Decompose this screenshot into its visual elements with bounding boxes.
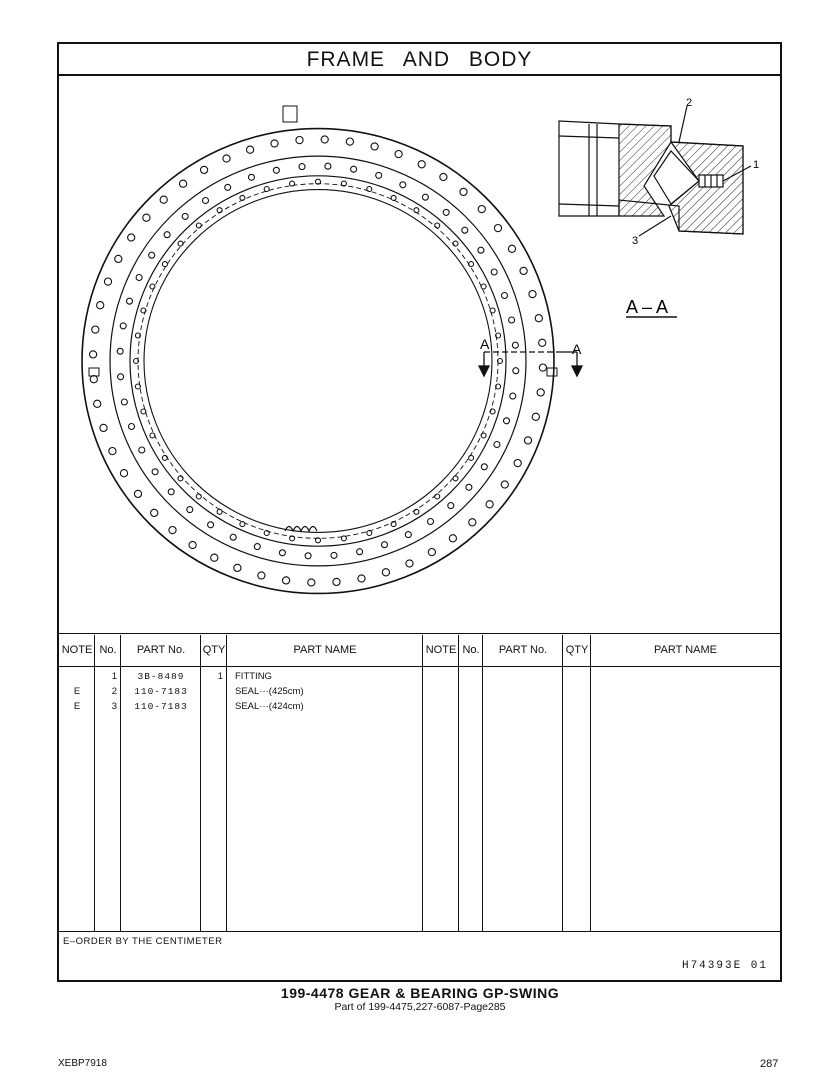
bolt-hole <box>150 284 155 289</box>
bolt-hole <box>391 195 396 200</box>
callout-3: 3 <box>632 235 639 247</box>
bolt-hole <box>230 534 236 540</box>
bolt-hole <box>414 208 419 213</box>
bolt-hole <box>428 519 434 525</box>
bolt-hole <box>524 437 531 444</box>
row-part-no: 110-7183 <box>134 701 188 712</box>
bolt-hole <box>367 187 372 192</box>
bolt-hole <box>331 552 337 558</box>
row-part-name: SEAL···(425cm) <box>235 686 304 697</box>
bolt-hole <box>358 575 365 582</box>
bolt-hole <box>290 181 295 186</box>
bolt-hole <box>539 364 546 371</box>
ring-circle <box>82 129 554 594</box>
bearing-drawing-svg <box>59 76 780 632</box>
ring-circle <box>144 190 492 533</box>
bolt-hole <box>249 174 255 180</box>
bolt-hole <box>97 302 104 309</box>
group-title: 199-4478 GEAR & BEARING GP-SWING <box>280 985 560 1001</box>
bolt-hole <box>129 424 135 430</box>
bolt-hole <box>143 214 150 221</box>
bolt-hole <box>90 376 97 383</box>
bolt-hole <box>271 140 278 147</box>
bolt-hole <box>462 227 468 233</box>
bolt-hole <box>508 245 515 252</box>
bolt-hole <box>118 374 124 380</box>
bolt-hole <box>217 509 222 514</box>
row-no: 3 <box>111 701 117 712</box>
bolt-hole <box>208 522 214 528</box>
row-qty: 1 <box>217 671 223 682</box>
top-marker <box>283 106 297 122</box>
bolt-hole <box>141 409 146 414</box>
bolt-hole <box>178 476 183 481</box>
page-title: FRAME AND BODY <box>59 44 780 76</box>
section-a-a-view <box>559 106 751 236</box>
bolt-hole <box>149 252 155 258</box>
bolt-hole <box>382 569 389 576</box>
bolt-hole <box>135 384 140 389</box>
row-part-name: FITTING <box>235 671 272 682</box>
bolt-hole <box>453 476 458 481</box>
bolt-hole <box>453 241 458 246</box>
bolt-hole <box>513 368 519 374</box>
bolt-hole <box>341 536 346 541</box>
bolt-hole <box>382 542 388 548</box>
page-number: 287 <box>760 1058 779 1070</box>
bolt-hole <box>160 196 167 203</box>
table-row <box>59 669 780 684</box>
section-arrow-label-left: A <box>480 336 490 352</box>
technical-drawing <box>59 76 780 634</box>
bolt-hole <box>435 223 440 228</box>
bolt-hole <box>151 509 158 516</box>
bolt-hole <box>491 269 497 275</box>
bolt-hole <box>296 137 303 144</box>
bolt-hole <box>150 433 155 438</box>
bolt-hole <box>203 198 209 204</box>
bolt-hole <box>535 315 542 322</box>
bolt-hole <box>305 553 311 559</box>
bolt-hole <box>164 232 170 238</box>
row-note: E <box>73 701 81 712</box>
bolt-hole <box>136 275 142 281</box>
bolt-hole <box>448 503 454 509</box>
bolt-hole <box>100 424 107 431</box>
bolt-hole <box>139 447 145 453</box>
row-no: 1 <box>111 671 117 682</box>
bolt-hole <box>121 399 127 405</box>
bolt-hole <box>469 455 474 460</box>
header-qty: QTY <box>202 644 226 656</box>
header-part-name: PART NAME <box>293 644 357 656</box>
bolt-hole <box>422 194 428 200</box>
bolt-hole <box>211 554 218 561</box>
bolt-hole <box>400 182 406 188</box>
bolt-hole <box>520 267 527 274</box>
notch <box>547 368 557 376</box>
reference-code: H74393E 01 <box>681 960 768 972</box>
header-no-right: No. <box>462 644 480 656</box>
header-qty-right: QTY <box>565 644 589 656</box>
bolt-hole <box>512 342 518 348</box>
bolt-hole <box>428 549 435 556</box>
table-row <box>59 684 780 699</box>
bolt-hole <box>189 541 196 548</box>
callout-2: 2 <box>686 97 693 109</box>
bolt-hole <box>321 136 328 143</box>
bolt-hole <box>501 481 508 488</box>
bolt-hole <box>346 138 353 145</box>
bolt-hole <box>299 164 305 170</box>
bolt-hole <box>351 166 357 172</box>
header-no: No. <box>99 644 117 656</box>
bolt-hole <box>279 550 285 556</box>
bolt-hole <box>435 494 440 499</box>
bolt-hole <box>405 532 411 538</box>
row-no: 2 <box>111 686 117 697</box>
section-arrow-label-right: A <box>572 341 582 357</box>
row-note: E <box>73 686 81 697</box>
ring-circle <box>138 184 498 539</box>
notch <box>89 368 99 376</box>
bolt-hole <box>443 209 449 215</box>
ring-circle <box>110 156 526 566</box>
bolt-hole <box>376 172 382 178</box>
section-label: A – A <box>626 297 669 317</box>
bolt-hole <box>478 247 484 253</box>
bolt-hole <box>371 143 378 150</box>
order-note: E–ORDER BY THE CENTIMETER <box>63 936 223 947</box>
bolt-hole <box>196 494 201 499</box>
bolt-hole <box>273 167 279 173</box>
bolt-hole <box>325 163 331 169</box>
bolt-hole <box>120 323 126 329</box>
bolt-hole <box>486 501 493 508</box>
bolt-hole <box>258 572 265 579</box>
bolt-hole <box>178 241 183 246</box>
bolt-hole <box>502 293 508 299</box>
row-part-name: SEAL···(424cm) <box>235 701 304 712</box>
footnote-area <box>59 932 780 982</box>
bolt-hole <box>449 535 456 542</box>
bolt-hole <box>168 489 174 495</box>
bolt-hole <box>406 560 413 567</box>
parts-table <box>59 635 780 932</box>
bolt-hole <box>494 442 500 448</box>
bolt-hole <box>469 519 476 526</box>
row-part-no: 3B-8489 <box>137 671 185 682</box>
bolt-hole <box>539 339 546 346</box>
header-part-no-right: PART No. <box>498 644 548 656</box>
table-row <box>59 699 780 714</box>
bolt-hole <box>152 469 158 475</box>
bolt-hole <box>509 317 515 323</box>
bolt-hole <box>169 527 176 534</box>
bolt-hole <box>481 433 486 438</box>
bolt-hole <box>109 448 116 455</box>
bolt-hole <box>308 579 315 586</box>
bolt-hole <box>201 166 208 173</box>
table-header <box>59 635 780 667</box>
document-id: XEBP7918 <box>58 1058 107 1069</box>
bolt-hole <box>333 578 340 585</box>
bolt-hole <box>254 544 260 550</box>
bolt-hole <box>90 351 97 358</box>
bolt-hole <box>466 484 472 490</box>
bolt-hole <box>92 326 99 333</box>
callout-1: 1 <box>753 159 760 171</box>
bolt-hole <box>418 161 425 168</box>
bolt-hole <box>460 188 467 195</box>
bolt-hole <box>537 389 544 396</box>
bolt-hole <box>162 455 167 460</box>
bolt-hole <box>247 146 254 153</box>
bolt-hole <box>490 308 495 313</box>
header-note: NOTE <box>61 644 93 656</box>
bolt-hole <box>128 234 135 241</box>
bolt-hole <box>225 184 231 190</box>
bolt-hole <box>180 180 187 187</box>
bolt-hole <box>481 464 487 470</box>
bolt-hole <box>504 418 510 424</box>
bolt-hole <box>478 206 485 213</box>
header-note-right: NOTE <box>425 644 457 656</box>
bolt-hole <box>414 509 419 514</box>
group-subtitle: Part of 199-4475,227-6087-Page285 <box>334 1001 506 1013</box>
bolt-hole <box>196 223 201 228</box>
bolt-hole <box>469 262 474 267</box>
bolt-hole <box>94 400 101 407</box>
header-part-no: PART No. <box>136 644 186 656</box>
bolt-hole <box>529 291 536 298</box>
bolt-hole <box>395 151 402 158</box>
bolt-hole <box>223 155 230 162</box>
bolt-hole <box>234 564 241 571</box>
bolt-hole <box>217 208 222 213</box>
bolt-hole <box>134 490 141 497</box>
bolt-hole <box>357 549 363 555</box>
bolt-hole <box>127 298 133 304</box>
bolt-hole <box>283 577 290 584</box>
ring-circle <box>130 176 506 546</box>
bolt-hole <box>104 278 111 285</box>
row-part-no: 110-7183 <box>134 686 188 697</box>
bolt-hole <box>514 460 521 467</box>
bolt-hole <box>115 255 122 262</box>
bolt-hole <box>481 284 486 289</box>
bolt-hole <box>494 225 501 232</box>
section-arrows <box>479 352 582 376</box>
bolt-hole <box>182 213 188 219</box>
bolt-hole <box>264 187 269 192</box>
bolt-hole <box>532 413 539 420</box>
header-part-name-right: PART NAME <box>654 644 717 656</box>
bolt-hole <box>162 262 167 267</box>
document-frame <box>57 42 782 982</box>
bolt-hole <box>240 522 245 527</box>
bolt-hole <box>187 507 193 513</box>
bolt-hole <box>117 348 123 354</box>
bolt-hole <box>440 173 447 180</box>
bolt-hole <box>510 393 516 399</box>
bolt-hole <box>120 470 127 477</box>
